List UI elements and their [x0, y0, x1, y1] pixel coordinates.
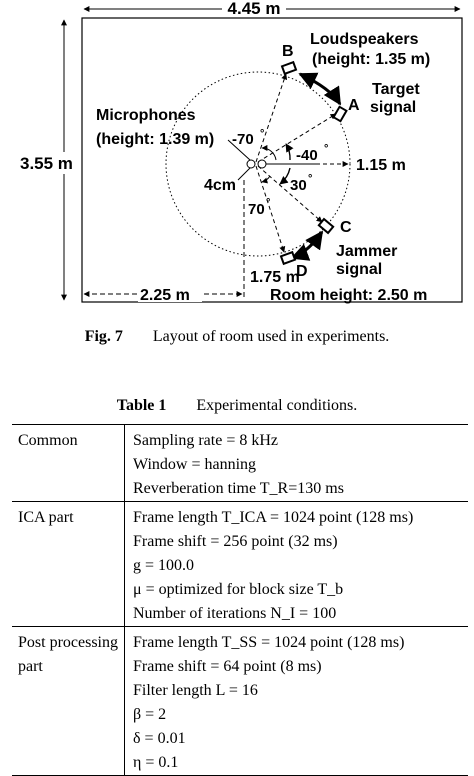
figure-caption-label: Fig. 7	[84, 328, 123, 345]
speaker-B-icon	[282, 62, 296, 74]
table-caption-text: Experimental conditions.	[196, 397, 358, 414]
angle-30-label: 30	[290, 177, 307, 194]
angle-arc-30	[280, 168, 290, 184]
angle-neg40-degree: °	[324, 143, 329, 155]
angle-30-degree: °	[308, 173, 313, 185]
table-group-row	[12, 425, 468, 502]
table-section-items	[125, 425, 469, 502]
ray-to-B	[256, 74, 286, 162]
table-section-items	[125, 627, 469, 776]
jammer-signal-label-2: signal	[336, 261, 383, 278]
table-item: Frame length T_ICA = 1024 point (128 ms)	[133, 509, 414, 526]
speaker-B-label: B	[282, 43, 294, 60]
angle-neg70-label: -70	[232, 131, 254, 148]
target-signal-label: Target	[372, 81, 420, 98]
angle-neg70-degree: °	[260, 128, 265, 140]
microphone-right-icon	[258, 160, 266, 168]
table-item: Sampling rate = 8 kHz	[133, 432, 278, 449]
table-item: Number of iterations N_I = 100	[133, 605, 337, 622]
speaker-C-icon	[319, 219, 333, 233]
speaker-A-label: A	[348, 97, 360, 114]
table-caption	[0, 397, 474, 415]
microphones-height-label: (height: 1.39 m)	[96, 131, 215, 148]
angle-neg40-label: -40	[296, 147, 318, 164]
speaker-C-label: C	[340, 219, 352, 236]
array-x-label: 2.25 m	[140, 287, 190, 304]
table-item: Reverberation time T_R=130 ms	[133, 480, 344, 497]
table-section-label: Common	[12, 425, 125, 502]
figure-caption-text: Layout of room used in experiments.	[152, 328, 390, 345]
array-y-label: 1.75 m	[250, 269, 300, 286]
table-item: δ = 0.01	[133, 730, 186, 747]
table-section-items	[125, 502, 469, 627]
angle-70-label: 70	[248, 201, 265, 218]
table-item: Frame shift = 64 point (8 ms)	[133, 658, 322, 675]
table-section-label: ICA part	[12, 502, 125, 627]
table-group-row	[12, 502, 468, 627]
figure-caption	[0, 328, 474, 346]
jammer-signal-label: Jammer	[336, 243, 398, 260]
experimental-conditions-table	[12, 424, 468, 776]
speaker-D-icon	[281, 252, 295, 264]
table-item: Filter length L = 16	[133, 682, 258, 699]
mic-spacing-label: 4cm	[204, 177, 237, 194]
table-section-label: Post processing part	[12, 627, 125, 776]
loudspeakers-label: Loudspeakers	[310, 31, 419, 48]
loudspeakers-height-label: (height: 1.35 m)	[312, 51, 431, 68]
jammer-signal-arc	[292, 232, 322, 258]
microphone-left-icon	[247, 160, 255, 168]
target-signal-label-2: signal	[370, 99, 417, 116]
table-caption-label: Table 1	[116, 397, 167, 414]
room-layout-diagram	[0, 0, 474, 312]
angle-arc-neg40	[286, 144, 290, 160]
table-item: β = 2	[133, 706, 167, 723]
speaker-A-icon	[334, 107, 347, 121]
angle-arc-70	[262, 176, 270, 182]
room-width-label: 4.45 m	[227, 0, 281, 18]
microphones-label: Microphones	[96, 107, 196, 124]
target-signal-arc	[300, 74, 340, 104]
table-item: Frame length T_SS = 1024 point (128 ms)	[133, 634, 405, 651]
table-item: η = 0.1	[133, 754, 179, 771]
room-depth-label: 3.55 m	[20, 154, 73, 173]
speaker-D-label: D	[296, 263, 308, 280]
angle-70-degree: °	[266, 197, 271, 209]
table-item: Window = hanning	[133, 456, 257, 473]
table-item: μ = optimized for block size T_b	[133, 581, 344, 598]
table-item: Frame shift = 256 point (32 ms)	[133, 533, 338, 550]
room-height-label: Room height: 2.50 m	[270, 287, 428, 304]
radius-label: 1.15 m	[356, 157, 406, 174]
mic-spacing-pointer	[238, 168, 250, 180]
table-item: g = 100.0	[133, 557, 195, 574]
table-group-row	[12, 627, 468, 776]
